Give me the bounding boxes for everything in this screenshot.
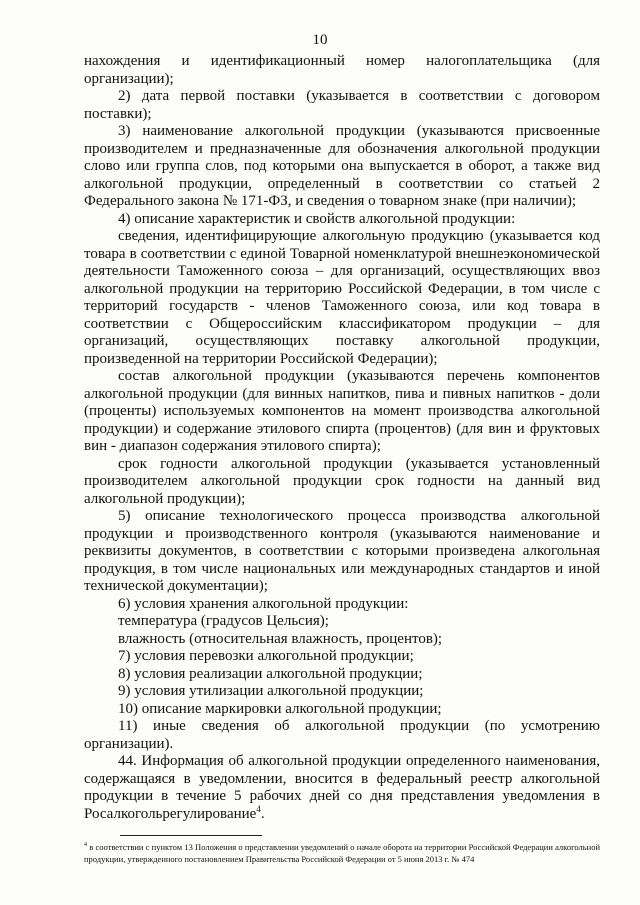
document-body <box>84 53 600 823</box>
paragraph-item-5: 5) описание технологического процесса производства алкогольной продукции и производственного контроля (указываются наименование и реквизиты документов, в соответствии с которыми произведена алкогольная продукция, в том числе национальных или международных стандартов и иной технической документации); <box>84 508 600 594</box>
clause-44-text: 44. Информация об алкогольной продукции определенного наименования, содержащаяся в уведомлении, вносится в федеральный реестр алкогольной продукции в течение 5 рабочих дней со дня представления уведомления в Росалкогольрегулирование <box>84 753 600 822</box>
paragraph-item-3: 3) наименование алкогольной продукции (указываются присвоенные производителем и предназначенные для обозначения алкогольной продукции слово или группа слов, под которыми она выпускается в оборот, а также вид алкогольной продукции, определенный в соответствии со статьей 2 Федерального закона № 171-ФЗ, и сведения о товарном знаке (при наличии); <box>84 123 600 209</box>
paragraph-item-10: 10) описание маркировки алкогольной продукции; <box>118 700 442 717</box>
footnote-separator <box>120 835 262 836</box>
paragraph-item-7: 7) условия перевозки алкогольной продукции; <box>118 648 414 664</box>
paragraph-clause-44 <box>84 753 600 823</box>
paragraph-item-4: 4) описание характеристик и свойств алкогольной продукции: <box>118 210 516 227</box>
paragraph-item-2: 2) дата первой поставки (указывается в соответствии с договором поставки); <box>84 88 600 122</box>
footnote <box>84 841 600 865</box>
paragraph-item-9: 9) условия утилизации алкогольной продукции; <box>118 683 424 699</box>
footnote-reference: 4 <box>256 803 261 814</box>
paragraph-shelf-life: срок годности алкогольной продукции (указывается установленный производителем алкогольной продукции срок годности на данный вид алкогольной продукции); <box>84 455 600 507</box>
paragraph-identifying-info: сведения, идентифицирующие алкогольную продукцию (указывается код товара в соответствии с единой Товарной номенклатурой внешнеэкономической деятельности Таможенного союза – для организаций, осуществляющих ввоз алкогольной продукции на территорию Российской Федерации, в том числе с территорий государств - членов Таможенного союза, или код товара в соответствии с Общероссийским классификатором продукции – для организаций, осуществляющих поставку алкогольной продукции, произведенной на территории Российской Федерации); <box>84 228 600 367</box>
paragraph-composition: состав алкогольной продукции (указываются перечень компонентов алкогольной продукции (для винных напитков, пива и пивных напитков - доли (проценты) используемых компонентов на момент производства алкогольной продукции) и содержание этилового спирта (процентов) (для вин и фруктовых вин - диапазон содержания этилового спирта); <box>84 368 600 454</box>
footnote-marker: 4 <box>84 842 87 849</box>
paragraph-continuation: нахождения и идентификационный номер налогоплательщика (для организации); <box>84 53 600 87</box>
paragraph-item-6: 6) условия хранения алкогольной продукции: <box>118 595 409 612</box>
footnote-text: в соответствии с пунктом 13 Положения о представлении уведомлений о начале оборота на территории Российской Федерации алкогольной продукции, утвержденного постановлением Правительства Российской Федерации от 5 июня 2013 г. № 474 <box>84 842 601 864</box>
paragraph-humidity: влажность (относительная влажность, процентов); <box>118 630 443 647</box>
paragraph-item-8: 8) условия реализации алкогольной продукции; <box>118 665 423 682</box>
clause-44-period: . <box>260 805 265 822</box>
page-number: 10 <box>312 32 328 48</box>
paragraph-item-11: 11) иные сведения об алкогольной продукции (по усмотрению организации). <box>84 718 600 752</box>
paragraph-temperature: температура (градусов Цельсия); <box>118 613 329 629</box>
